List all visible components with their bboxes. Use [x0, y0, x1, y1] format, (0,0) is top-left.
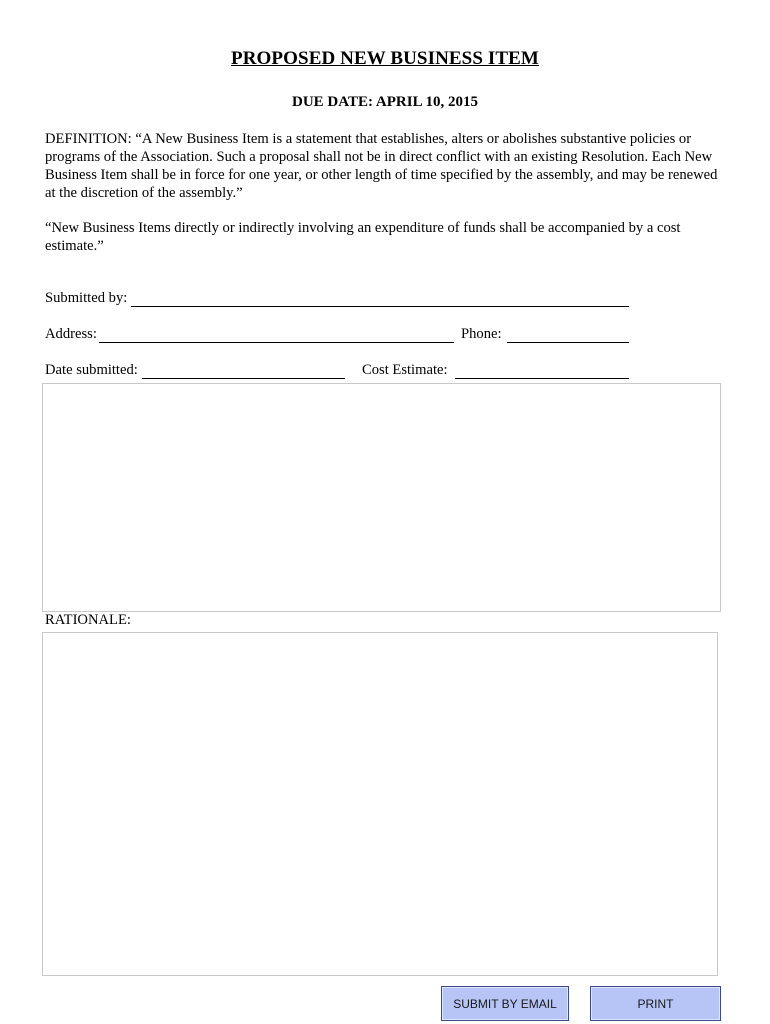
phone-field[interactable]: [507, 342, 629, 343]
date-submitted-label: Date submitted:: [45, 362, 138, 378]
cost-estimate-label: Cost Estimate:: [362, 362, 448, 378]
date-cost-row: [45, 362, 630, 382]
rationale-text-box[interactable]: [42, 632, 718, 976]
business-item-text-box[interactable]: [42, 383, 721, 612]
form-title: PROPOSED NEW BUSINESS ITEM: [231, 48, 539, 69]
submitted-by-row: [45, 290, 630, 310]
address-field[interactable]: [99, 342, 454, 343]
address-label: Address:: [45, 326, 97, 342]
due-date: DUE DATE: APRIL 10, 2015: [292, 94, 478, 110]
submit-by-email-button[interactable]: SUBMIT BY EMAIL: [441, 986, 569, 1021]
rationale-label: RATIONALE:: [45, 612, 131, 628]
submitted-by-field[interactable]: [131, 306, 629, 307]
cost-estimate-field[interactable]: [455, 378, 629, 379]
print-button[interactable]: PRINT: [590, 986, 721, 1021]
expenditure-paragraph: “New Business Items directly or indirectly involving an expenditure of funds shall be accompanied by a cost estimate.”: [45, 220, 681, 254]
definition-paragraph: DEFINITION: “A New Business Item is a statement that establishes, alters or abolishes substantive policies or programs of the Association. Such a proposal shall not be in direct conflict with an existing Resolution. Each New Business Item shall be in force for one year, or other length of time specified by the assembly, and may be renewed at the discretion of the assembly.”: [45, 131, 718, 201]
submitted-by-label: Submitted by:: [45, 290, 128, 306]
address-row: [45, 326, 630, 346]
date-submitted-field[interactable]: [142, 378, 345, 379]
phone-label: Phone:: [461, 326, 502, 342]
